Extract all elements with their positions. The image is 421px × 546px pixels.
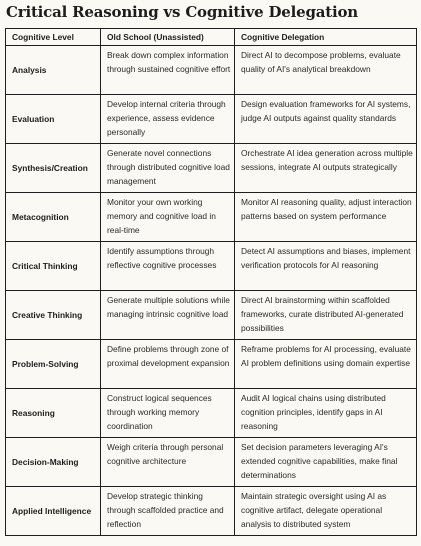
delegation-cell: Direct AI to decompose problems, evaluate quality of AI's analytical breakdown [235,46,417,95]
cognitive-level-cell: Evaluation [6,95,101,144]
delegation-cell: Audit AI logical chains using distributed cognition principles, identify gaps in AI reasoning [235,389,417,438]
table-row [6,340,417,389]
old-school-cell: Generate novel connections through distributed cognitive load management [101,144,235,193]
column-header-cognitive-delegation: Cognitive Delegation [235,29,417,46]
table-row [6,193,417,242]
delegation-cell: Set decision parameters leveraging AI's extended cognitive capabilities, make final determinations [235,438,417,487]
old-school-cell: Weigh criteria through personal cognitive architecture [101,438,235,487]
delegation-cell: Reframe problems for AI processing, evaluate AI problem definitions using domain expertise [235,340,417,389]
cognitive-level-cell: Analysis [6,46,101,95]
old-school-cell: Construct logical sequences through working memory coordination [101,389,235,438]
table-row [6,487,417,536]
page-title: Critical Reasoning vs Cognitive Delegation [6,3,359,21]
table-header-row [6,29,417,46]
table-row [6,438,417,487]
cognitive-level-cell: Creative Thinking [6,291,101,340]
table-row [6,291,417,340]
table-row [6,389,417,438]
old-school-cell: Identify assumptions through reflective cognitive processes [101,242,235,291]
delegation-cell: Monitor AI reasoning quality, adjust interaction patterns based on system performance [235,193,417,242]
comparison-table [5,28,417,536]
cognitive-level-cell: Critical Thinking [6,242,101,291]
old-school-cell: Break down complex information through sustained cognitive effort [101,46,235,95]
cognitive-level-cell: Metacognition [6,193,101,242]
cognitive-level-cell: Applied Intelligence [6,487,101,536]
old-school-cell: Develop internal criteria through experience, assess evidence personally [101,95,235,144]
column-header-old-school: Old School (Unassisted) [101,29,235,46]
old-school-cell: Generate multiple solutions while managing intrinsic cognitive load [101,291,235,340]
delegation-cell: Direct AI brainstorming within scaffolded frameworks, curate distributed AI-generated possibilities [235,291,417,340]
column-header-cognitive-level: Cognitive Level [6,29,101,46]
old-school-cell: Monitor your own working memory and cognitive load in real-time [101,193,235,242]
cognitive-level-cell: Reasoning [6,389,101,438]
cognitive-level-cell: Synthesis/Creation [6,144,101,193]
delegation-cell: Orchestrate AI idea generation across multiple sessions, integrate AI outputs strategically [235,144,417,193]
table-row [6,46,417,95]
delegation-cell: Maintain strategic oversight using AI as cognitive artifact, delegate operational analysis to distributed system [235,487,417,536]
table-row [6,242,417,291]
delegation-cell: Design evaluation frameworks for AI systems, judge AI outputs against quality standards [235,95,417,144]
table-row [6,95,417,144]
cognitive-level-cell: Decision-Making [6,438,101,487]
old-school-cell: Define problems through zone of proximal development expansion [101,340,235,389]
table-row [6,144,417,193]
cognitive-level-cell: Problem-Solving [6,340,101,389]
delegation-cell: Detect AI assumptions and biases, implement verification protocols for AI reasoning [235,242,417,291]
old-school-cell: Develop strategic thinking through scaffolded practice and reflection [101,487,235,536]
